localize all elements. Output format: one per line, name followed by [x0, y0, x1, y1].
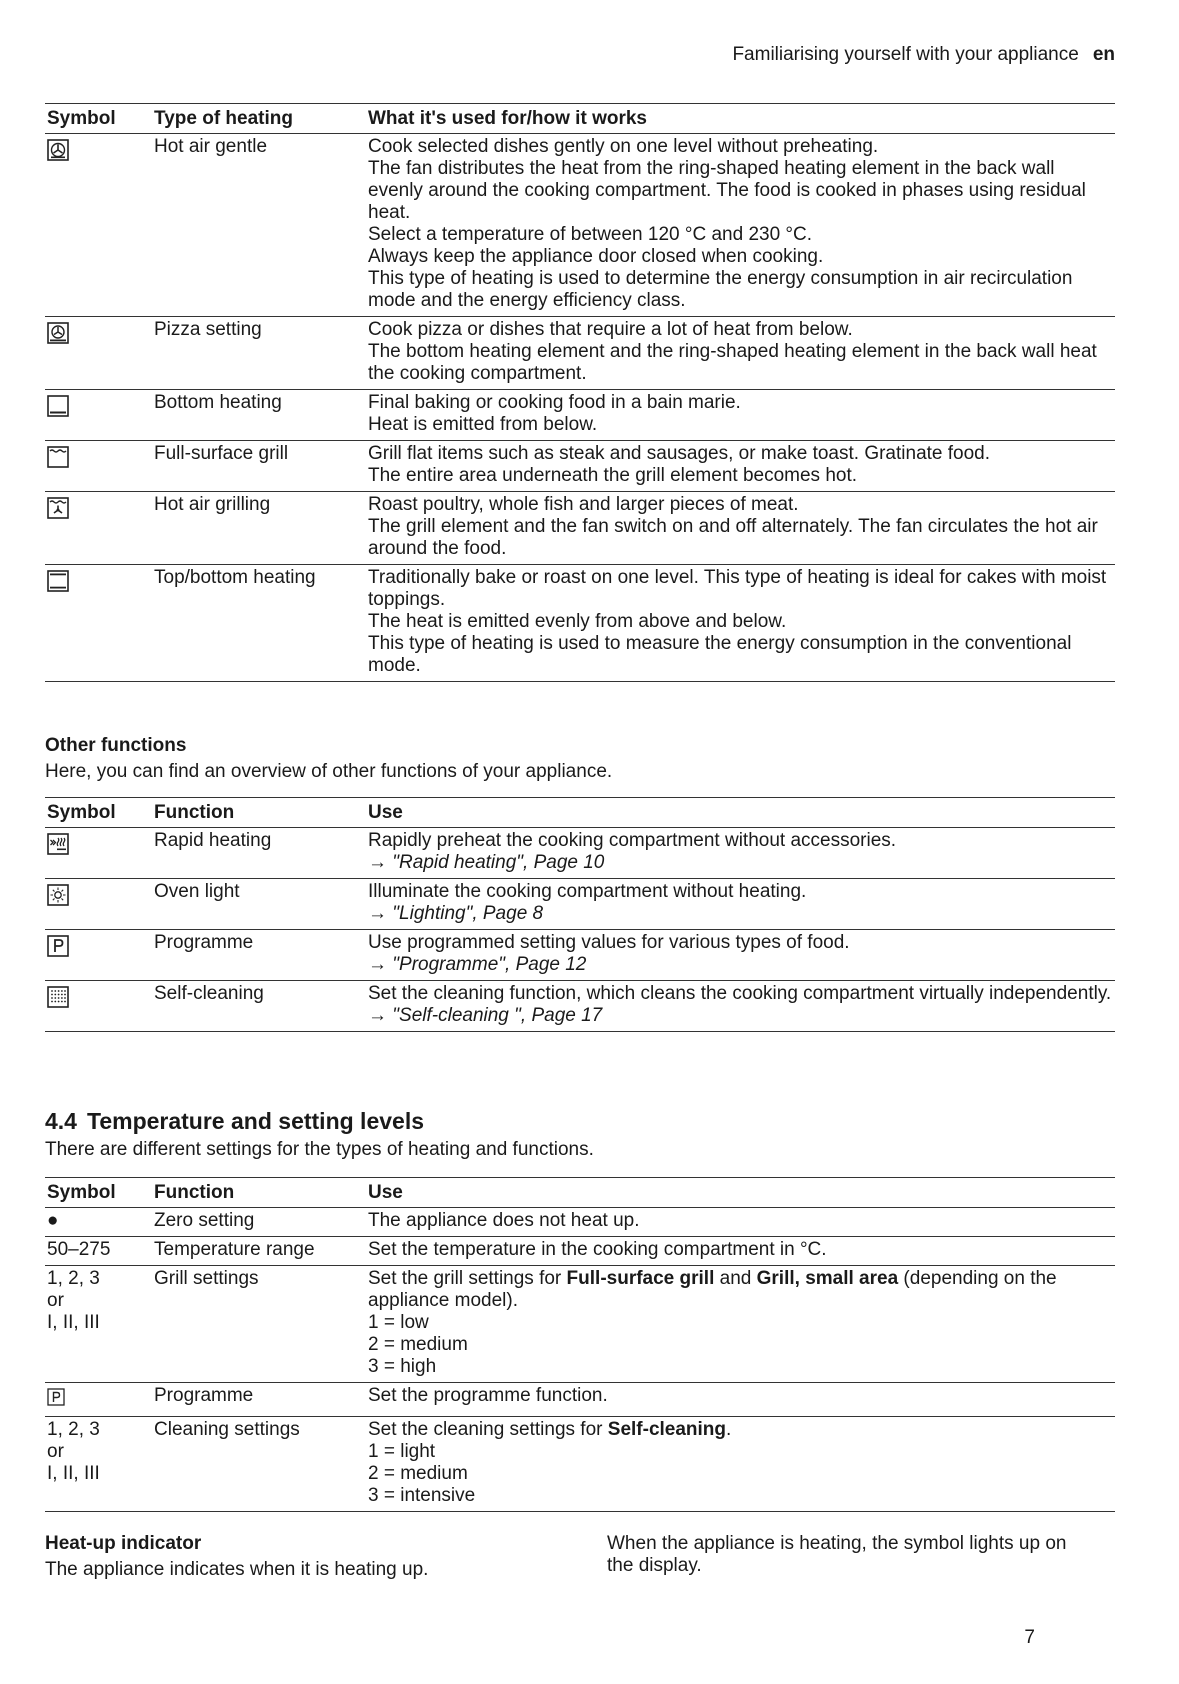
temperature-section-header [45, 1107, 1115, 1161]
other-functions-intro: Here, you can find an overview of other functions of your appliance. [45, 761, 613, 782]
setting-function: Zero setting [152, 1208, 366, 1237]
table-row [45, 317, 1115, 390]
setting-use: The appliance does not heat up. [366, 1208, 1115, 1237]
heating-type-name: Full-surface grill [152, 441, 366, 492]
table-row [45, 930, 1115, 981]
function-use: Rapidly preheat the cooking compartment without accessories. → "Rapid heating", Page 10 [366, 828, 1115, 879]
column-header: Symbol [45, 104, 152, 134]
function-name: Oven light [152, 879, 366, 930]
table-row [45, 492, 1115, 565]
heating-type-description: Cook selected dishes gently on one level without preheating. The fan distributes the heat from the ring-shaped heating element in the back wall evenly around the cooking compartment. The food is cooked in phases using residual heat. Select a temperature of between 120 °C and 230 °C. Always keep the appliance door closed when cooking. This type of heating is used to determine the energy consumption in air recirculation mode and the energy efficiency class. [366, 134, 1115, 317]
top-bottom-heating-icon [47, 570, 69, 592]
heatup-left-text: The appliance indicates when it is heating up. [45, 1559, 429, 1580]
column-header: Use [366, 1178, 1115, 1208]
table-row [45, 134, 1115, 317]
other-functions-table-wrap [45, 797, 1115, 1032]
table-header-row [45, 1178, 1115, 1208]
setting-symbol: 1, 2, 3 or I, II, III [45, 1417, 152, 1512]
column-header: Symbol [45, 798, 152, 828]
setting-use: Set the temperature in the cooking compartment in °C. [366, 1237, 1115, 1266]
section-intro: There are different settings for the types of heating and functions. [45, 1139, 594, 1160]
hot-air-gentle-icon [47, 139, 69, 161]
heatup-indicator-block [45, 1533, 585, 1581]
function-name: Rapid heating [152, 828, 366, 879]
function-use: Set the cleaning function, which cleans the cooking compartment virtually independently. → "Self-cleaning ", Page 17 [366, 981, 1115, 1032]
page-reference-link[interactable]: → "Programme", Page 12 [368, 954, 587, 975]
page-reference-link[interactable]: → "Lighting", Page 8 [368, 903, 544, 924]
setting-use: Set the cleaning settings for Self-cleaning. 1 = light 2 = medium 3 = intensive [366, 1417, 1115, 1512]
programme-icon [47, 935, 69, 957]
table-row [45, 828, 1115, 879]
column-header: Function [152, 1178, 366, 1208]
setting-function: Temperature range [152, 1237, 366, 1266]
setting-symbol: ● [45, 1208, 152, 1237]
heating-types-table [45, 103, 1115, 682]
heatup-heading: Heat-up indicator [45, 1533, 202, 1554]
hot-air-grilling-icon [47, 497, 69, 519]
heating-type-name: Bottom heating [152, 390, 366, 441]
function-name: Self-cleaning [152, 981, 366, 1032]
table-row [45, 390, 1115, 441]
table-row [45, 441, 1115, 492]
heating-type-description: Traditionally bake or roast on one level. This type of heating is ideal for cakes with moist toppings. The heat is emitted evenly from above and below. This type of heating is used to measure the energy consumption in the conventional mode. [366, 565, 1115, 682]
column-header: Symbol [45, 1178, 152, 1208]
column-header: Type of heating [152, 104, 366, 134]
table-row [45, 981, 1115, 1032]
pizza-setting-icon [47, 322, 69, 344]
table-row [45, 1417, 1115, 1512]
setting-function: Cleaning settings [152, 1417, 366, 1512]
table-header-row [45, 798, 1115, 828]
self-cleaning-icon [47, 986, 69, 1008]
language-code: en [1092, 44, 1115, 65]
table-row [45, 1208, 1115, 1237]
oven-light-icon [47, 884, 69, 906]
heating-type-description: Final baking or cooking food in a bain marie. Heat is emitted from below. [366, 390, 1115, 441]
running-header [45, 44, 1115, 66]
setting-function: Programme [152, 1383, 366, 1417]
other-functions-section [45, 735, 1115, 783]
running-title: Familiarising yourself with your appliance [732, 44, 1079, 65]
page-number: 7 [1024, 1627, 1035, 1648]
setting-function: Grill settings [152, 1266, 366, 1383]
function-use: Illuminate the cooking compartment without heating. → "Lighting", Page 8 [366, 879, 1115, 930]
table-header-row [45, 104, 1115, 134]
heating-types-section [45, 103, 1115, 682]
heating-type-name: Top/bottom heating [152, 565, 366, 682]
temperature-table-wrap [45, 1177, 1115, 1512]
setting-symbol: 50–275 [45, 1237, 152, 1266]
heating-type-description: Cook pizza or dishes that require a lot of heat from below. The bottom heating element and the ring-shaped heating element in the back wall heat the cooking compartment. [366, 317, 1115, 390]
table-row [45, 879, 1115, 930]
section-title: 4.4 Temperature and setting levels [45, 1108, 424, 1134]
column-header: Function [152, 798, 366, 828]
page-reference-link[interactable]: → "Rapid heating", Page 10 [368, 852, 605, 873]
other-functions-heading: Other functions [45, 735, 187, 756]
table-row [45, 1237, 1115, 1266]
setting-use: Set the programme function. [366, 1383, 1115, 1417]
programme-small-icon [47, 1388, 65, 1406]
function-name: Programme [152, 930, 366, 981]
other-functions-table [45, 797, 1115, 1032]
table-row [45, 565, 1115, 682]
setting-use: Set the grill settings for Full-surface grill and Grill, small area (depending on the appliance model). 1 = low 2 = medium 3 = high [366, 1266, 1115, 1383]
table-row [45, 1266, 1115, 1383]
column-header: What it's used for/how it works [366, 104, 1115, 134]
column-header: Use [366, 798, 1115, 828]
full-surface-grill-icon [47, 446, 69, 468]
heating-type-name: Hot air gentle [152, 134, 366, 317]
heating-type-description: Grill flat items such as steak and sausages, or make toast. Gratinate food. The entire area underneath the grill element becomes hot. [366, 441, 1115, 492]
page-reference-link[interactable]: → "Self-cleaning ", Page 17 [368, 1005, 603, 1026]
heating-type-name: Pizza setting [152, 317, 366, 390]
heating-type-name: Hot air grilling [152, 492, 366, 565]
bottom-heating-icon [47, 395, 69, 417]
temperature-settings-table [45, 1177, 1115, 1512]
table-row [45, 1383, 1115, 1417]
heatup-right-text: When the appliance is heating, the symbol lights up on the display. [607, 1533, 1067, 1576]
heating-type-description: Roast poultry, whole fish and larger pieces of meat. The grill element and the fan switch on and off alternately. The fan circulates the hot air around the food. [366, 492, 1115, 565]
setting-symbol: 1, 2, 3 or I, II, III [45, 1266, 152, 1383]
function-use: Use programmed setting values for various types of food. → "Programme", Page 12 [366, 930, 1115, 981]
rapid-heating-icon [47, 833, 69, 855]
